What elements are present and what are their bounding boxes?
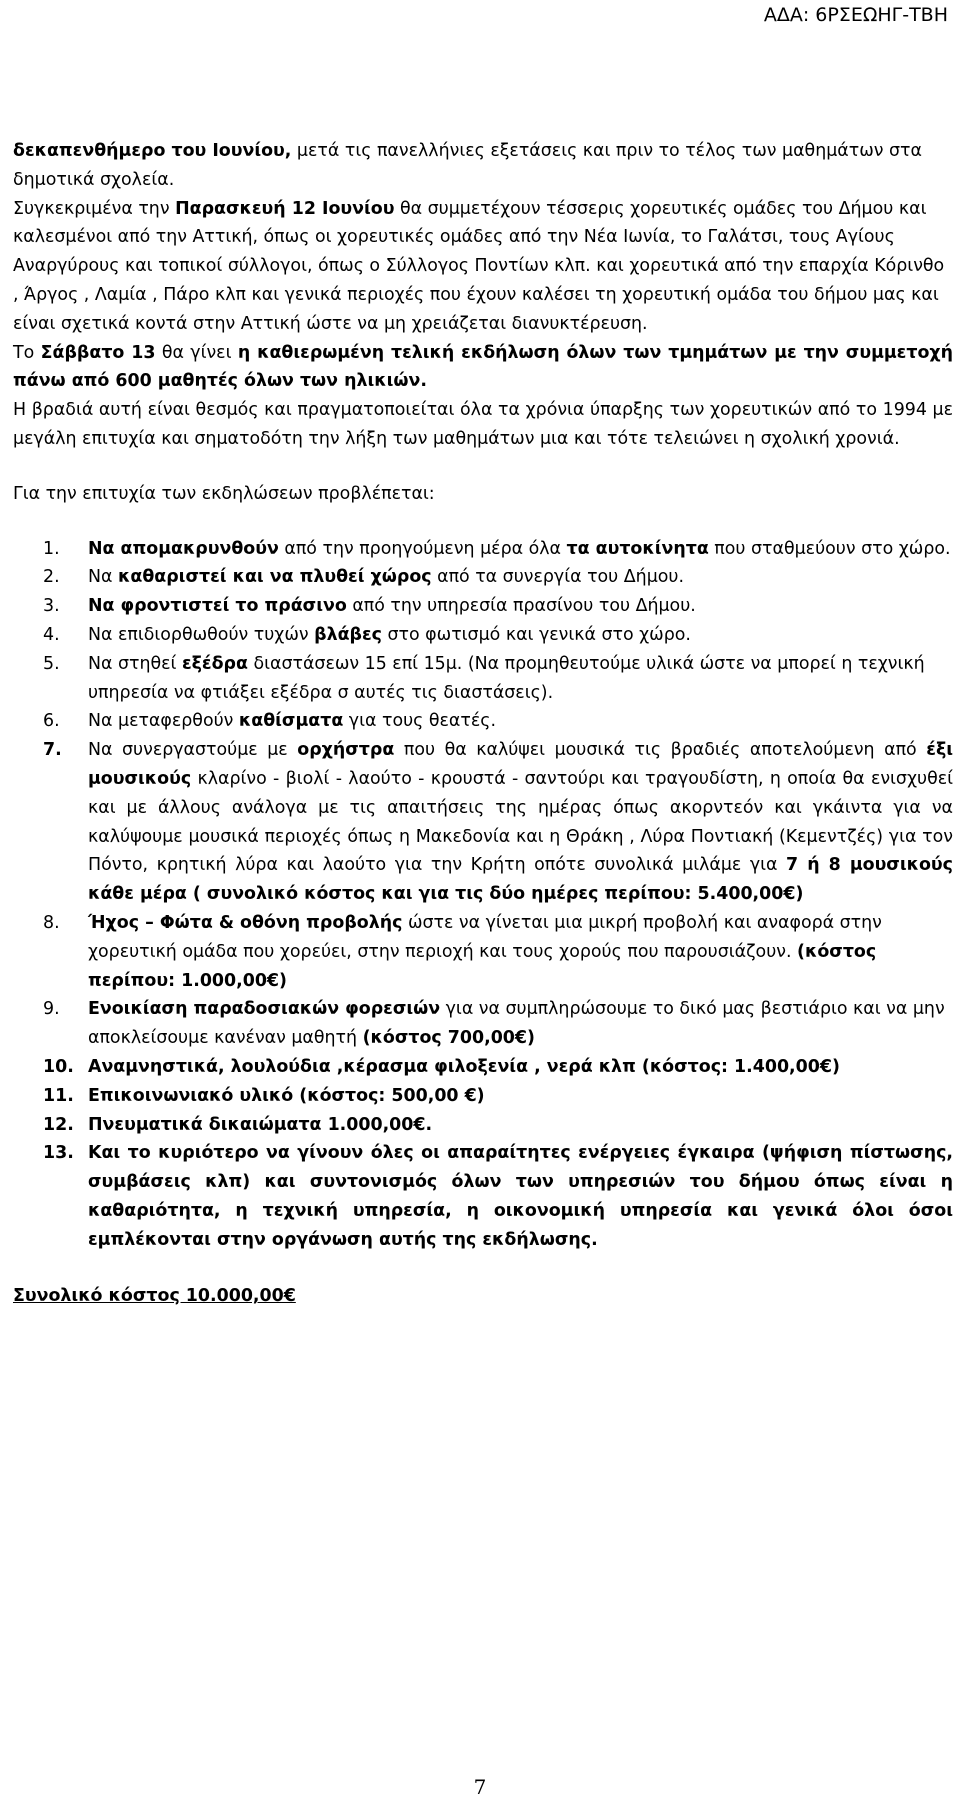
list-item-text: [88, 1139, 953, 1254]
list-item-number: 6.: [43, 711, 60, 732]
list-item-segment: που θα καλύψει μουσικά τις βραδιές αποτελούμενη από: [394, 740, 927, 761]
list-item-bold: Ήχος – Φώτα & οθόνη προβολής: [88, 912, 403, 933]
list-item: [13, 592, 953, 621]
list-item-bold: ορχήστρα: [297, 740, 395, 761]
friday-date: Παρασκευή 12 Ιουνίου: [175, 198, 395, 219]
saturday-event: η καθιερωμένη τελική εκδήλωση όλων των τμημάτων με την συμμετοχή πάνω από 600 μαθητές όλων των ηλικιών.: [13, 342, 953, 392]
list-item-number: 8.: [43, 912, 60, 933]
list-item-segment: για τους θεατές.: [343, 711, 496, 732]
list-item-text: [88, 621, 953, 650]
list-item-number: 1.: [43, 538, 60, 559]
list-item-segment: Να επιδιορθωθούν τυχών: [88, 624, 315, 645]
list-item-segment: Να μεταφερθούν: [88, 711, 239, 732]
list-item-text: [88, 1111, 953, 1140]
list-item: [13, 535, 953, 564]
list-item-segment: από την προηγούμενη μέρα όλα: [278, 538, 567, 559]
list-item-segment: διαστάσεων 15 επί 15μ. (Να προμηθευτούμε υλικά ώστε να μπορεί η τεχνική υπηρεσία να φτιάξει εξέδρα σ αυτές τις διαστάσεις).: [88, 653, 925, 703]
list-item-text: [88, 592, 953, 621]
list-item-text: [88, 995, 953, 1053]
provisions-list: [13, 535, 953, 1255]
list-item-bold: καθίσματα: [238, 711, 344, 732]
list-item-segment: Να συνεργαστούμε με: [88, 740, 298, 761]
saturday-text-b: θα γίνει: [155, 342, 238, 363]
list-item: [13, 1053, 953, 1082]
list-item-text: [88, 707, 953, 736]
page-number: 7: [473, 1775, 487, 1799]
intro-paragraph: [13, 137, 953, 195]
list-item-number: 5.: [43, 653, 60, 674]
list-item-bold: καθαριστεί και να πλυθεί χώρος: [118, 567, 432, 588]
friday-text-a: Συγκεκριμένα την: [13, 198, 176, 219]
list-item-bold: Αναμνηστικά, λουλούδια ,κέρασμα φιλοξενία , νερά κλπ (κόστος: 1.400,00€): [88, 1056, 840, 1077]
list-item-bold: εξέδρα: [181, 653, 248, 674]
intro-bold: δεκαπενθήμερο του Ιουνίου,: [13, 141, 292, 161]
total-cost: Συνολικό κόστος 10.000,00€: [13, 1286, 296, 1307]
list-item-bold: 7 ή 8 μουσικούς κάθε μέρα ( συνολικό κόστος και για τις δύο ημέρες περίπου: 5.400,00€): [88, 855, 953, 905]
list-item: [13, 621, 953, 650]
list-item-bold: Ενοικίαση παραδοσιακών φορεσιών: [88, 999, 441, 1020]
evening-paragraph: Η βραδιά αυτή είναι θεσμός και πραγματοποιείται όλα τα χρόνια ύπαρξης των χορευτικών από το 1994 με μεγάλη επιτυχία και σηματοδότη την λήξη των μαθημάτων μια και τότε τελειώνει η σχολική χρονιά.: [13, 400, 953, 449]
list-item-text: [88, 736, 953, 909]
list-item-bold: Πνευματικά δικαιώματα 1.000,00€.: [88, 1114, 433, 1135]
list-item-text: [88, 535, 953, 564]
list-item-number: 4.: [43, 624, 60, 645]
list-item: [13, 563, 953, 592]
list-item-segment: Να στηθεί: [88, 653, 182, 674]
list-item-number: 3.: [43, 596, 60, 617]
list-item-text: [88, 909, 953, 995]
list-item-segment: για να συμπληρώσουμε το δικό μας βεστιάριο και να μην αποκλείσουμε κανέναν μαθητή: [88, 999, 945, 1049]
saturday-text-a: Το: [13, 342, 41, 363]
list-item-number: 13.: [43, 1143, 74, 1164]
friday-text-b: θα συμμετέχουν τέσσερις χορευτικές ομάδες του Δήμου και καλεσμένοι από την Αττική, όπως οι χορευτικές ομάδες από την Νέα Ιωνία, το Γαλάτσι, τους Αγίους Αναργύρους και τοπικοί σύλλογοι, όπως ο Σύλλογος Ποντίων κλπ. και χορευτικά από την επαρχία Κόρινθο , Άργος , Λαμία , Πάρο κλπ και γενικά περιοχές που έχουν καλέσει τη χορευτική ομάδα του δήμου μας και είναι σχετικά κοντά στην Αττική ώστε να μη χρειάζεται διανυκτέρευση.: [13, 198, 945, 334]
list-item: [13, 736, 953, 909]
list-item-segment: κλαρίνο - βιολί - λαούτο - κρουστά - σαντούρι και τραγουδίστη, η οποία θα ενισχυθεί και με άλλους ανάλογα με τις απαιτήσεις της ημέρας όπως ακορντεόν και γκάιντα για να καλύψουμε μουσικά περιοχές όπως η Μακεδονία και η Θράκη , Λύρα Ποντιακή (Κεμεντζές) για τον Πόντο, κρητική λύρα και λαούτο για την Κρήτη οπότε συνολικά μιλάμε για: [88, 768, 953, 876]
list-item-bold: Επικοινωνιακό υλικό (κόστος: 500,00 €): [88, 1085, 485, 1106]
saturday-paragraph: [13, 339, 953, 397]
list-item-segment: από τα συνεργία του Δήμου.: [431, 567, 684, 588]
saturday-date: Σάββατο 13: [40, 342, 156, 363]
list-item-number: 12.: [43, 1114, 74, 1135]
ada-code: ΑΔΑ: 6ΡΣΕΩΗΓ-ΤΒΗ: [763, 4, 948, 26]
list-item: [13, 909, 953, 995]
list-item-bold: Και το κυριότερο να γίνουν όλες οι απαραίτητες ενέργειες έγκαιρα (ψήφιση πίστωσης, συμβάσεις κλπ) και συντονισμός όλων των υπηρεσιών του δήμου όπως είναι η καθαριότητα, η τεχνική υπηρεσία, η οικονομική υπηρεσία και γενικά όλοι όσοι εμπλέκονται στην οργάνωση αυτής της εκδήλωσης.: [88, 1143, 953, 1250]
list-item-bold: έξι μουσικούς: [88, 740, 953, 789]
list-item-number: 10.: [43, 1056, 74, 1077]
document-body: [13, 137, 953, 1311]
intro-text: μετά τις πανελλήνιες εξετάσεις και πριν το τέλος των μαθημάτων στα δημοτικά σχολεία.: [13, 141, 922, 190]
list-item-bold: (κόστος 700,00€): [362, 1028, 535, 1049]
list-item-segment: ώστε να γίνεται μια μικρή προβολή και αναφορά στην χορευτική ομάδα που χορεύει, στην περιοχή και τους χορούς που παρουσιάζουν.: [88, 912, 882, 962]
list-item-bold: Να φροντιστεί το πράσινο: [88, 596, 347, 617]
list-item-number: 11.: [43, 1085, 74, 1106]
friday-paragraph: [13, 195, 953, 339]
list-item: [13, 1139, 953, 1254]
list-item-segment: στο φωτισμό και γενικά στο χώρο.: [381, 624, 691, 645]
list-item: [13, 707, 953, 736]
list-item-segment: Να: [88, 567, 119, 588]
list-item: [13, 1111, 953, 1140]
list-item-bold: (κόστος περίπου: 1.000,00€): [88, 941, 877, 991]
list-item: [13, 650, 953, 708]
list-item-text: [88, 1053, 953, 1082]
list-item-text: [88, 563, 953, 592]
list-item: [13, 1082, 953, 1111]
list-item-number: 9.: [43, 999, 60, 1020]
list-item-segment: από την υπηρεσία πρασίνου του Δήμου.: [346, 596, 696, 617]
list-item: [13, 995, 953, 1053]
list-item-bold: Να απομακρυνθούν: [88, 538, 279, 559]
list-item-segment: που σταθμεύουν στο χώρο.: [708, 538, 951, 559]
list-item-text: [88, 650, 953, 708]
list-item-text: [88, 1082, 953, 1111]
provisions-heading: Για την επιτυχία των εκδηλώσεων προβλέπεται:: [13, 483, 435, 504]
list-item-number: 2.: [43, 567, 60, 588]
list-item-number: 7.: [43, 740, 62, 761]
list-item-bold: τα αυτοκίνητα: [566, 538, 709, 559]
list-item-bold: βλάβες: [314, 624, 382, 645]
